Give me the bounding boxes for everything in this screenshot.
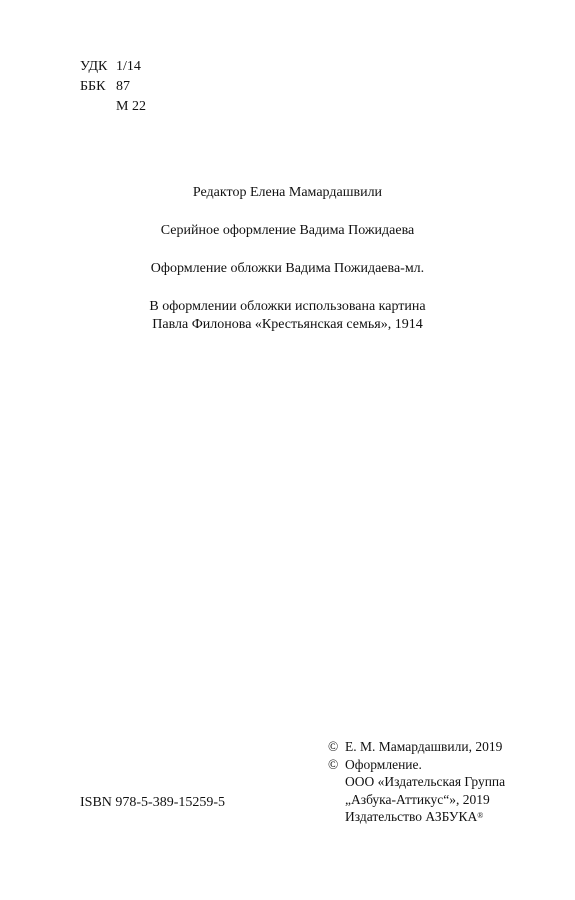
registered-trademark-mark: ® [477,810,484,820]
copyright-publisher-line-2: „Азбука-Аттикус“», 2019 [345,791,490,807]
classification-block [80,57,146,117]
author-mark: М 22 [116,99,146,114]
copyright-design-text: Оформление. [345,756,422,772]
copyright-publisher-line-1: ООО «Издательская Группа [345,774,506,789]
copyright-symbol: © [328,756,339,772]
copyright-author-text: Е. М. Мамардашвили, 2019 [345,739,503,754]
cover-art-credit [0,298,575,334]
copyright-line-design [328,756,505,774]
imprint-name: Издательство АЗБУКА [345,809,478,824]
bbk-value: 87 [116,79,130,94]
copyright-block [328,738,505,826]
copyright-line-author [328,738,505,756]
copyright-symbol: © [328,739,339,754]
cover-art-line-1: В оформлении обложки использована картина [149,299,426,314]
udk-value: 1/14 [116,59,141,74]
udk-label: УДК [80,59,108,74]
credits-block [0,184,575,334]
author-mark-row [80,97,146,117]
series-design-credit: Серийное оформление Вадима Пожидаева [160,223,415,238]
isbn: ISBN 978-5-389-15259-5 [80,795,226,810]
cover-art-line-2: Павла Филонова «Крестьянская семья», 1914 [152,317,423,332]
copyright-imprint-line [328,808,505,826]
cover-design-credit: Оформление обложки Вадима Пожидаева-мл. [150,261,425,276]
bbk-label: ББК [80,79,106,94]
udk-row [80,57,146,77]
editor-credit: Редактор Елена Мамардашвили [192,185,383,200]
bbk-row [80,77,146,97]
